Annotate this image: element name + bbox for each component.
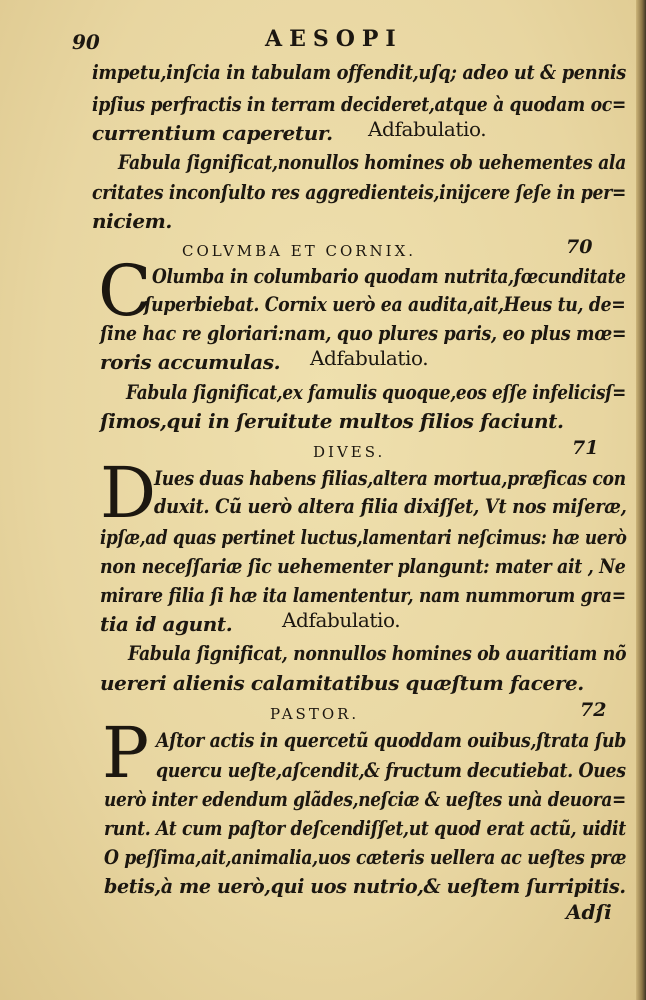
adfabulatio-label: Adfabulatio. — [368, 117, 487, 141]
text-line: tia id agunt. — [100, 612, 233, 636]
moral-line: Fabula ſignificat,nonullos homines ob uehementes ala — [118, 150, 627, 174]
text-line: quercu ueſte,aſcendit,& fructum decutiebat. Oues — [156, 758, 626, 782]
drop-cap: D — [100, 452, 157, 534]
moral-line: niciem. — [92, 209, 172, 233]
text-line: ſine hac re gloriari:nam, quo plures paris, eo plus mœ= — [100, 321, 627, 345]
page-edge — [636, 0, 646, 1000]
text-line: roris accumulas. — [100, 350, 281, 374]
text-line: duxit. Cũ uerò altera filia dixiſſet, Vt nos miſeræ, — [154, 494, 627, 518]
drop-cap: C — [98, 250, 152, 332]
text-line: uerò inter edendum glãdes,neſciæ & ueſtes unà deuora= — [104, 787, 626, 811]
catchword: Adſi — [566, 900, 612, 924]
text-line: runt. At cum paſtor deſcendiſſet,ut quod erat actũ, uidit — [104, 816, 626, 840]
text-line: mirare filia ſi hæ ita lamententur, nam nummorum gra= — [100, 583, 626, 607]
fable-number: 71 — [572, 437, 599, 459]
running-title: AESOPI — [265, 26, 403, 52]
moral-line: ſimos,qui in ſeruitute multos filios faciunt. — [100, 409, 564, 433]
fable-number: 70 — [566, 236, 593, 258]
text-line: non neceſſariæ ſic uehementer plangunt: mater ait , Ne — [100, 554, 626, 578]
text-line: impetu,inſcia in tabulam offendit,uſq; adeo ut & pennis — [92, 60, 626, 84]
fable-title: DIVES. — [313, 443, 386, 461]
text-line: Aſtor actis in quercetũ quoddam ouibus,ſtrata ſub — [156, 728, 627, 752]
text-line: O peſſima,ait,animalia,uos cæteris uellera ac ueſtes præ — [104, 845, 627, 869]
text-line: currentium caperetur. — [92, 121, 333, 145]
moral-line: Fabula ſignificat,ex famulis quoque,eos eſſe infelicisſ= — [126, 380, 626, 404]
text-line: ipſius perfractis in terram decideret,atque à quodam oc= — [92, 92, 626, 116]
fable-title: PASTOR. — [270, 705, 360, 723]
fable-number: 72 — [580, 699, 607, 721]
fable-title: COLVMBA ET CORNIX. — [182, 242, 417, 260]
moral-line: critates inconſulto res aggredienteis,inijcere ſeſe in per= — [92, 180, 626, 204]
drop-cap: P — [102, 712, 150, 794]
text-line: Iues duas habens filias,altera mortua,præficas con — [154, 466, 626, 490]
text-line: Olumba in columbario quodam nutrita,fœcunditate — [152, 264, 626, 288]
text-line: ipſæ,ad quas pertinet luctus,lamentari neſcimus: hæ uerò — [100, 525, 627, 549]
adfabulatio-label: Adfabulatio. — [282, 608, 401, 632]
page-number: 90 — [72, 30, 100, 54]
text-line: ſuperbiebat. Cornix uerò ea audita,ait,Heus tu, de= — [144, 292, 626, 316]
moral-line: uereri alienis calamitatibus quæſtum facere. — [100, 671, 584, 695]
text-line: betis,à me uerò,qui uos nutrio,& ueſtem ſurripitis. — [104, 874, 626, 898]
adfabulatio-label: Adfabulatio. — [310, 346, 429, 370]
moral-line: Fabula ſignificat, nonnullos homines ob auaritiam nõ — [128, 641, 627, 665]
